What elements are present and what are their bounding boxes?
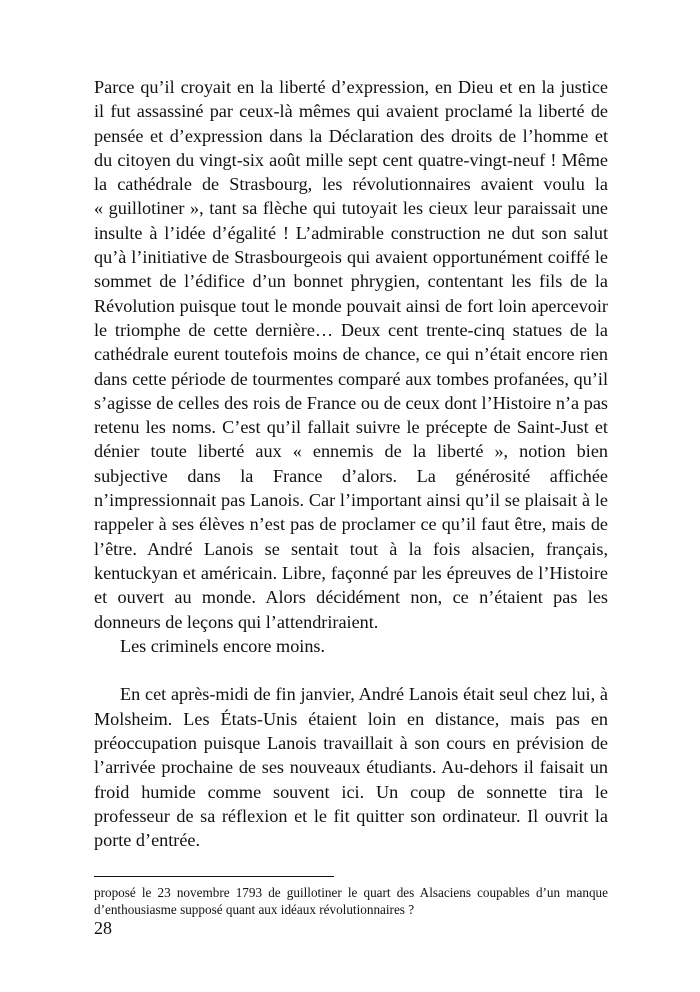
page-number: 28 — [94, 918, 112, 938]
paragraph — [94, 682, 608, 852]
text-line: Les criminels encore moins. — [120, 635, 326, 656]
text-line: et ouvert au monde. Alors décidément non, ce n’étaient pas les — [94, 587, 608, 608]
text-line: donneurs de leçons qui l’attendriraient. — [94, 611, 379, 632]
text-line: professeur de sa réflexion et le fit quitter son ordinateur. Il ouvrit la — [94, 805, 608, 826]
footnote-line: proposé le 23 novembre 1793 de guillotiner le quart des Alsaciens coupables d’un manque — [94, 885, 608, 900]
footnote — [94, 884, 608, 918]
text-line: insulte à l’idée d’égalité ! L’admirable construction ne dut son salut — [94, 222, 608, 243]
text-line: l’être. André Lanois se sentait tout à la fois alsacien, français, — [94, 538, 608, 559]
body-text — [94, 75, 608, 853]
text-line: pensée et d’expression dans la Déclaration des droits de l’homme et — [94, 125, 608, 146]
paragraph-gap — [94, 658, 608, 682]
text-line: préoccupation puisque Lanois travaillait à son cours en prévision de — [94, 733, 608, 754]
text-line: du citoyen du vingt-six août mille sept cent quatre-vingt-neuf ! Même — [94, 149, 608, 170]
paragraph — [94, 634, 608, 658]
text-line: subjective dans la France d’alors. La générosité affichée — [94, 465, 608, 486]
text-line: n’impressionnait pas Lanois. Car l’important ainsi qu’il se plaisait à le — [94, 490, 608, 511]
text-line: rappeler à ses élèves n’est pas de proclamer ce qu’il faut être, mais de — [94, 514, 608, 535]
text-line: Révolution puisque tout le monde pouvait ainsi de fort loin apercevoir — [94, 295, 608, 316]
text-line: cathédrale eurent toutefois moins de chance, ce qui n’était encore rien — [94, 344, 608, 365]
text-line: porte d’entrée. — [94, 830, 201, 851]
text-line: qu’à l’initiative de Strasbourgeois qui avaient opportunément coiffé le — [94, 247, 608, 268]
text-line: la cathédrale de Strasbourg, les révolutionnaires avaient voulu la — [94, 174, 608, 195]
footnote-line: d’enthousiasme supposé quant aux idéaux révolutionnaires ? — [94, 902, 415, 917]
text-line: En cet après-midi de fin janvier, André Lanois était seul chez lui, à — [120, 684, 608, 705]
text-line: l’arrivée prochaine de ses nouveaux étudiants. Au-dehors il faisait un — [94, 757, 608, 778]
text-line: Molsheim. Les États-Unis étaient loin en distance, mais pas en — [94, 708, 608, 729]
text-line: Parce qu’il croyait en la liberté d’expression, en Dieu et en la justice — [94, 77, 608, 97]
text-line: le triomphe de cette dernière… Deux cent trente-cinq statues de la — [94, 319, 608, 340]
text-line: « guillotiner », tant sa flèche qui tutoyait les cieux leur paraissait une — [94, 198, 608, 219]
footnote-separator — [94, 876, 334, 877]
text-line: froid humide comme souvent ici. Un coup de sonnette tira le — [94, 781, 608, 802]
text-line: dans cette période de tourmentes comparé aux tombes profanées, qu’il — [94, 368, 608, 389]
paragraph — [94, 75, 608, 634]
text-line: il fut assassiné par ceux-là mêmes qui avaient proclamé la liberté de — [94, 101, 608, 122]
text-line: retenu les noms. C’est qu’il fallait suivre le précepte de Saint-Just et — [94, 417, 608, 438]
text-line: s’agisse de celles des rois de France ou de ceux dont l’Histoire n’a pas — [94, 392, 608, 413]
text-line: dénier toute liberté aux « ennemis de la liberté », notion bien — [94, 441, 608, 462]
text-line: sommet de l’édifice d’un bonnet phrygien, contentant les fils de la — [94, 271, 608, 292]
text-line: kentuckyan et américain. Libre, façonné par les épreuves de l’Histoire — [94, 562, 608, 583]
